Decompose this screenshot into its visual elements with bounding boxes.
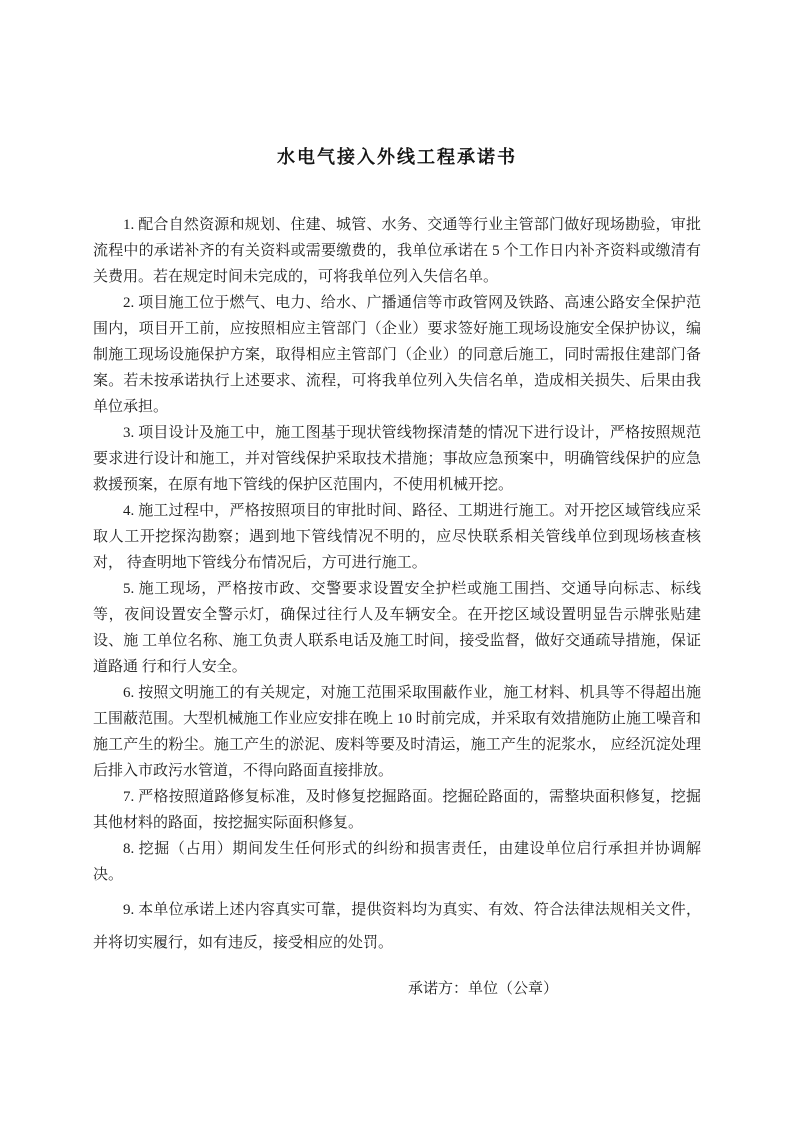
paragraph-1: 1. 配合自然资源和规划、住建、城管、水务、交通等行业主管部门做好现场勘验，审批流程中的承诺补齐的有关资料或需要缴费的，我单位承诺在 5 个工作日内补齐资料或缴清有关费用。若在规定时间未完成的，可将我单位列入失信名单。 <box>93 217 701 285</box>
paragraph-6: 6. 按照文明施工的有关规定，对施工范围采取围蔽作业，施工材料、机具等不得超出施工围蔽范围。大型机械施工作业应安排在晚上 10 时前完成，并采取有效措施防止施工噪音和 施工产生的粉尘。施工产生的淤泥、废料等要及时清运，施工产生的泥浆水， 应经沉淀处理 后排入市政污水管道，不得向路面直接排放。 <box>93 685 701 779</box>
paragraph-3: 3. 项目设计及施工中，施工图基于现状管线物探清楚的情况下进行设计，严格按照规范要求进行设计和施工，并对管线保护采取技术措施；事故应急预案中，明确管线保护的应急救援预案，在原有地下管线的保护区范围内，不使用机械开挖。 <box>93 425 701 493</box>
paragraph-2: 2. 项目施工位于燃气、电力、给水、广播通信等市政管网及铁路、高速公路安全保护范 围内，项目开工前，应按照相应主管部门（企业）要求签好施工现场设施安全保护协议，编 制施工现场设施保护方案，取得相应主管部门（企业）的同意后施工，同时需报住建部门备 案。若未按承诺执行上述要求、流程，可将我单位列入失信名单，造成相关损失、后果由我 单位承担。 <box>93 295 701 415</box>
paragraph-4: 4. 施工过程中，严格按照项目的审批时间、路径、工期进行施工。对开挖区域管线应采取人工开挖探沟勘察；遇到地下管线情况不明的，应尽快联系相关管线单位到现场核查核对， 待查明地下管线分布情况后，方可进行施工。 <box>93 503 701 571</box>
document-title: 水电气接入外线工程承诺书 <box>277 147 517 167</box>
paragraph-7: 7. 严格按照道路修复标准，及时修复挖掘路面。挖掘砼路面的，需整块面积修复，挖掘其他材料的路面，按挖掘实际面积修复。 <box>93 789 701 831</box>
paragraph-5: 5. 施工现场，严格按市政、交警要求设置安全护栏或施工围挡、交通导向标志、标线等，夜间设置安全警示灯，确保过往行人及车辆安全。在开挖区域设置明显告示牌张贴建设、施 工单位名称、施工负责人联系电话及施工时间，接受监督，做好交通疏导措施，保证道路通 行和行人安全。 <box>93 581 701 675</box>
signature-line: 承诺方：单位（公章） <box>408 981 559 997</box>
paragraph-9: 9. 本单位承诺上述内容真实可靠，提供资料均为真实、有效、符合法律法规相关文件，并将切实履行，如有违反，接受相应的处罚。 <box>93 902 701 951</box>
paragraph-8: 8. 挖掘（占用）期间发生任何形式的纠纷和损害责任，由建设单位启行承担并协调解决。 <box>93 841 701 883</box>
